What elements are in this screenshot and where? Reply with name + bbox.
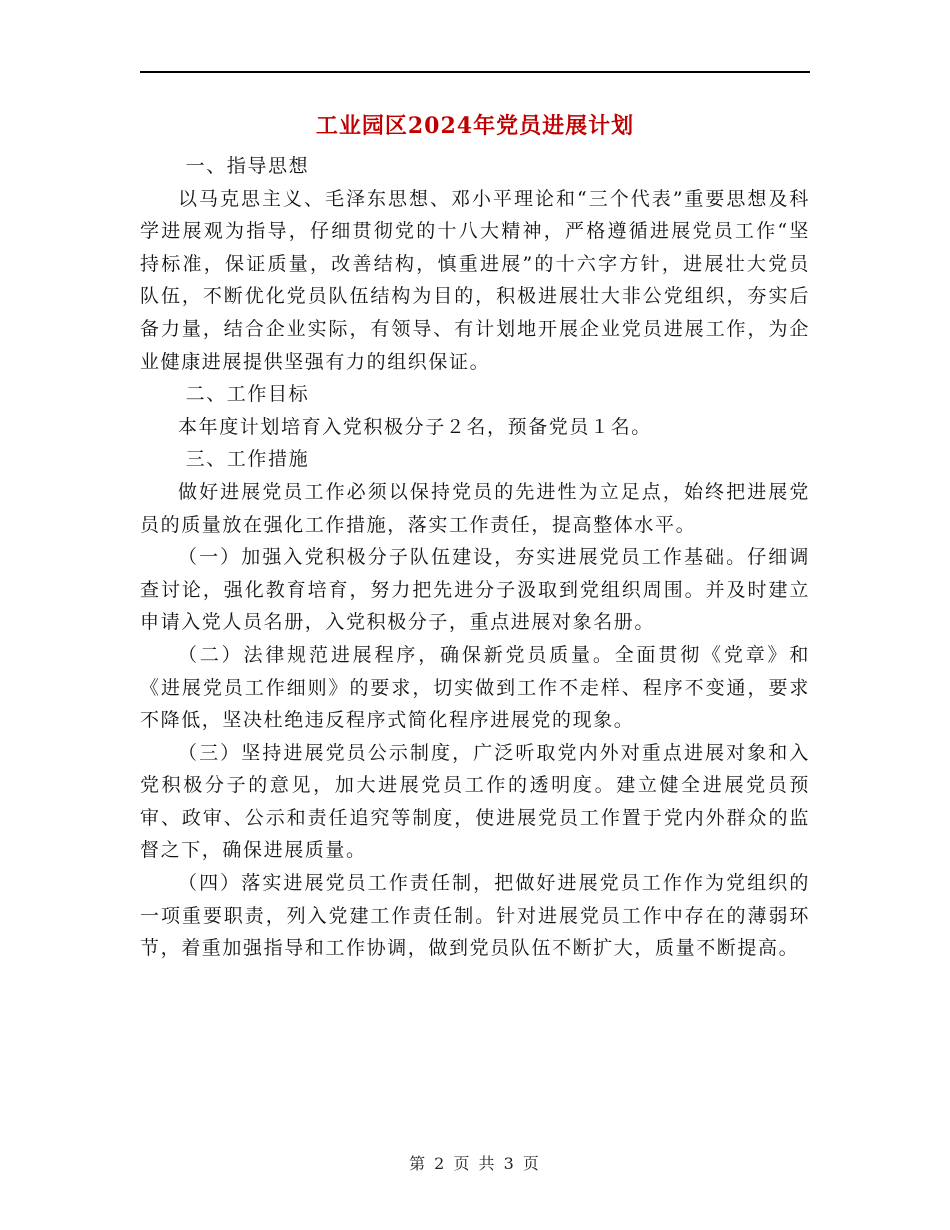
paragraph-work-goals: 本年度计划培育入党积极分子２名，预备党员１名。 <box>178 415 652 438</box>
section-heading-work-goals: 二、工作目标 <box>185 383 310 406</box>
paragraph-measures-intro: 做好进展党员工作必须以保持党员的先进性为立足点，始终把进展党员的质量放在强化工作措施，落实工作责任，提高整体水平。 <box>140 480 810 536</box>
paragraph-measure-4: （四）落实进展党员工作责任制，把做好进展党员工作作为党组织的一项重要职责，列入党建工作责任制。针对进展党员工作中存在的薄弱环节，着重加强指导和工作协调，做到党员队伍不断扩大，质量不断提高。 <box>140 872 810 960</box>
section-heading-work-measures: 三、工作措施 <box>185 448 310 471</box>
section-heading-guiding-ideology: 一、指导思想 <box>185 155 310 177</box>
paragraph-measure-1: （一）加强入党积极分子队伍建设，夯实进展党员工作基础。仔细调查讨论，强化教育培育，努力把先进分子汲取到党组织周围。并及时建立申请入党人员名册，入党积极分子，重点进展对象名册。 <box>140 546 810 634</box>
page-number-footer: 第 2 页 共 3 页 <box>409 1154 541 1173</box>
header-rule <box>140 71 810 73</box>
document-title: 工业园区2024年党员进展计划 <box>315 113 635 139</box>
paragraph-measure-3: （三）坚持进展党员公示制度，广泛听取党内外对重点进展对象和入党积极分子的意见，加大进展党员工作的透明度。建立健全进展党员预审、政审、公示和责任追究等制度，使进展党员工作置于党内外群众的监督之下，确保进展质量。 <box>140 741 810 862</box>
document-body <box>140 150 810 965</box>
paragraph-guiding-ideology: 以马克思主义、毛泽东思想、邓小平理论和“三个代表”重要思想及科学进展观为指导，仔细贯彻党的十八大精神，严格遵循进展党员工作“坚持标准，保证质量，改善结构，慎重进展”的十六字方针，进展壮大党员队伍，不断优化党员队伍结构为目的，积极进展壮大非公党组织，夯实后备力量，结合企业实际，有领导、有计划地开展企业党员进展工作，为企业健康进展提供坚强有力的组织保证。 <box>140 187 810 373</box>
paragraph-measure-2: （二）法律规范进展程序，确保新党员质量。全面贯彻《党章》和《进展党员工作细则》的要求，切实做到工作不走样、程序不变通，要求不降低，坚决杜绝违反程序式简化程序进展党的现象。 <box>140 643 810 732</box>
